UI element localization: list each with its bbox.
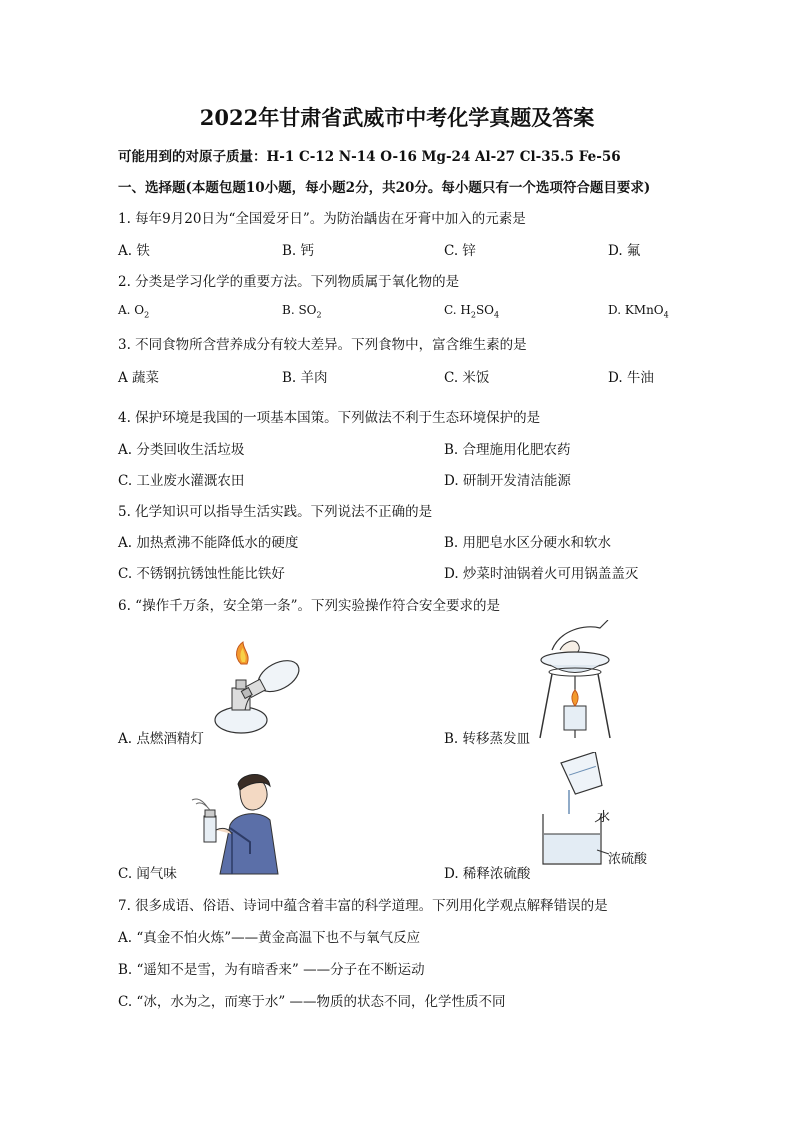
q3-option-c: C. 米饭 [444,370,490,386]
figure-label-water: 水 [597,810,611,825]
q5-option-b: B. 用肥皂水区分硬水和软水 [444,535,612,551]
q1-option-c: C. 锌 [444,243,476,259]
q2-option-b: B. $SO_2$ [282,303,322,320]
q1-option-d: D. 氟 [608,243,641,259]
q4-option-c: C. 工业废水灌溉农田 [118,473,245,489]
q7-option-a: A. “真金不怕火炼”——黄金高温下也不与氧气反应 [118,930,421,946]
question-2-stem: 2. 分类是学习化学的重要方法。下列物质属于氧化物的是 [118,274,460,290]
q1-option-a: A. 铁 [118,243,150,259]
q2-option-c: C. $H_2SO_4$ [444,303,500,320]
q3-option-d: D. 牛油 [608,370,654,386]
question-6-stem: 6. “操作千万条，安全第一条”。下列实验操作符合安全要求的是 [118,598,500,614]
q7-option-b: B. “遥知不是雪，为有暗香来” ——分子在不断运动 [118,962,425,978]
q5-option-c: C. 不锈钢抗锈蚀性能比铁好 [118,566,285,582]
question-4-stem: 4. 保护环境是我国的一项基本国策。下列做法不利于生态环境保护的是 [118,410,541,426]
question-7-stem: 7. 很多成语、俗语、诗词中蕴含着丰富的科学道理。下列用化学观点解释错误的是 [118,898,608,914]
q3-option-b: B. 羊肉 [282,370,328,386]
question-3-stem: 3. 不同食物所含营养成分有较大差异。下列食物中，富含维生素的是 [118,337,527,353]
question-1-stem: 1. 每年9月20日为“全国爱牙日”。为防治龋齿在牙膏中加入的元素是 [118,211,526,227]
q5-option-d: D. 炒菜时油锅着火可用锅盖盖灭 [444,566,639,582]
q4-option-d: D. 研制开发清洁能源 [444,473,571,489]
q6-option-c: C. 闻气味 [118,866,177,882]
q2-option-a: A. $O_2$ [118,303,150,320]
evaporating-dish-illustration [530,620,620,745]
q4-option-a: A. 分类回收生活垃圾 [118,442,245,458]
figure-label-acid: 浓硫酸 [608,852,648,867]
q6-option-a: A. 点燃酒精灯 [118,731,204,747]
q3-option-a: A 蔬菜 [118,370,160,386]
section-heading: 一、选择题(本题包题10小题，每小题2分，共20分。每小题只有一个选项符合题目要求) [118,180,651,196]
smelling-gas-illustration [180,770,280,875]
q6-option-b: B. 转移蒸发皿 [444,731,531,747]
q2-option-d: D. KMnO$_4$ [608,303,669,320]
question-5-stem: 5. 化学知识可以指导生活实践。下列说法不正确的是 [118,504,433,520]
page-title: 2022年甘肃省武威市中考化学真题及答案 [199,105,595,130]
q1-option-b: B. 钙 [282,243,315,259]
q4-option-b: B. 合理施用化肥农药 [444,442,571,458]
alcohol-lamp-illustration [205,640,315,740]
q7-option-c: C. “冰，水为之，而寒于水” ——物质的状态不同，化学性质不同 [118,994,506,1010]
q5-option-a: A. 加热煮沸不能降低水的硬度 [118,535,299,551]
q6-option-d: D. 稀释浓硫酸 [444,866,531,882]
atomic-masses: 可能用到的对原子质量：H-1 C-12 N-14 O-16 Mg-24 Al-27 Cl-35.5 Fe-56 [118,149,621,165]
